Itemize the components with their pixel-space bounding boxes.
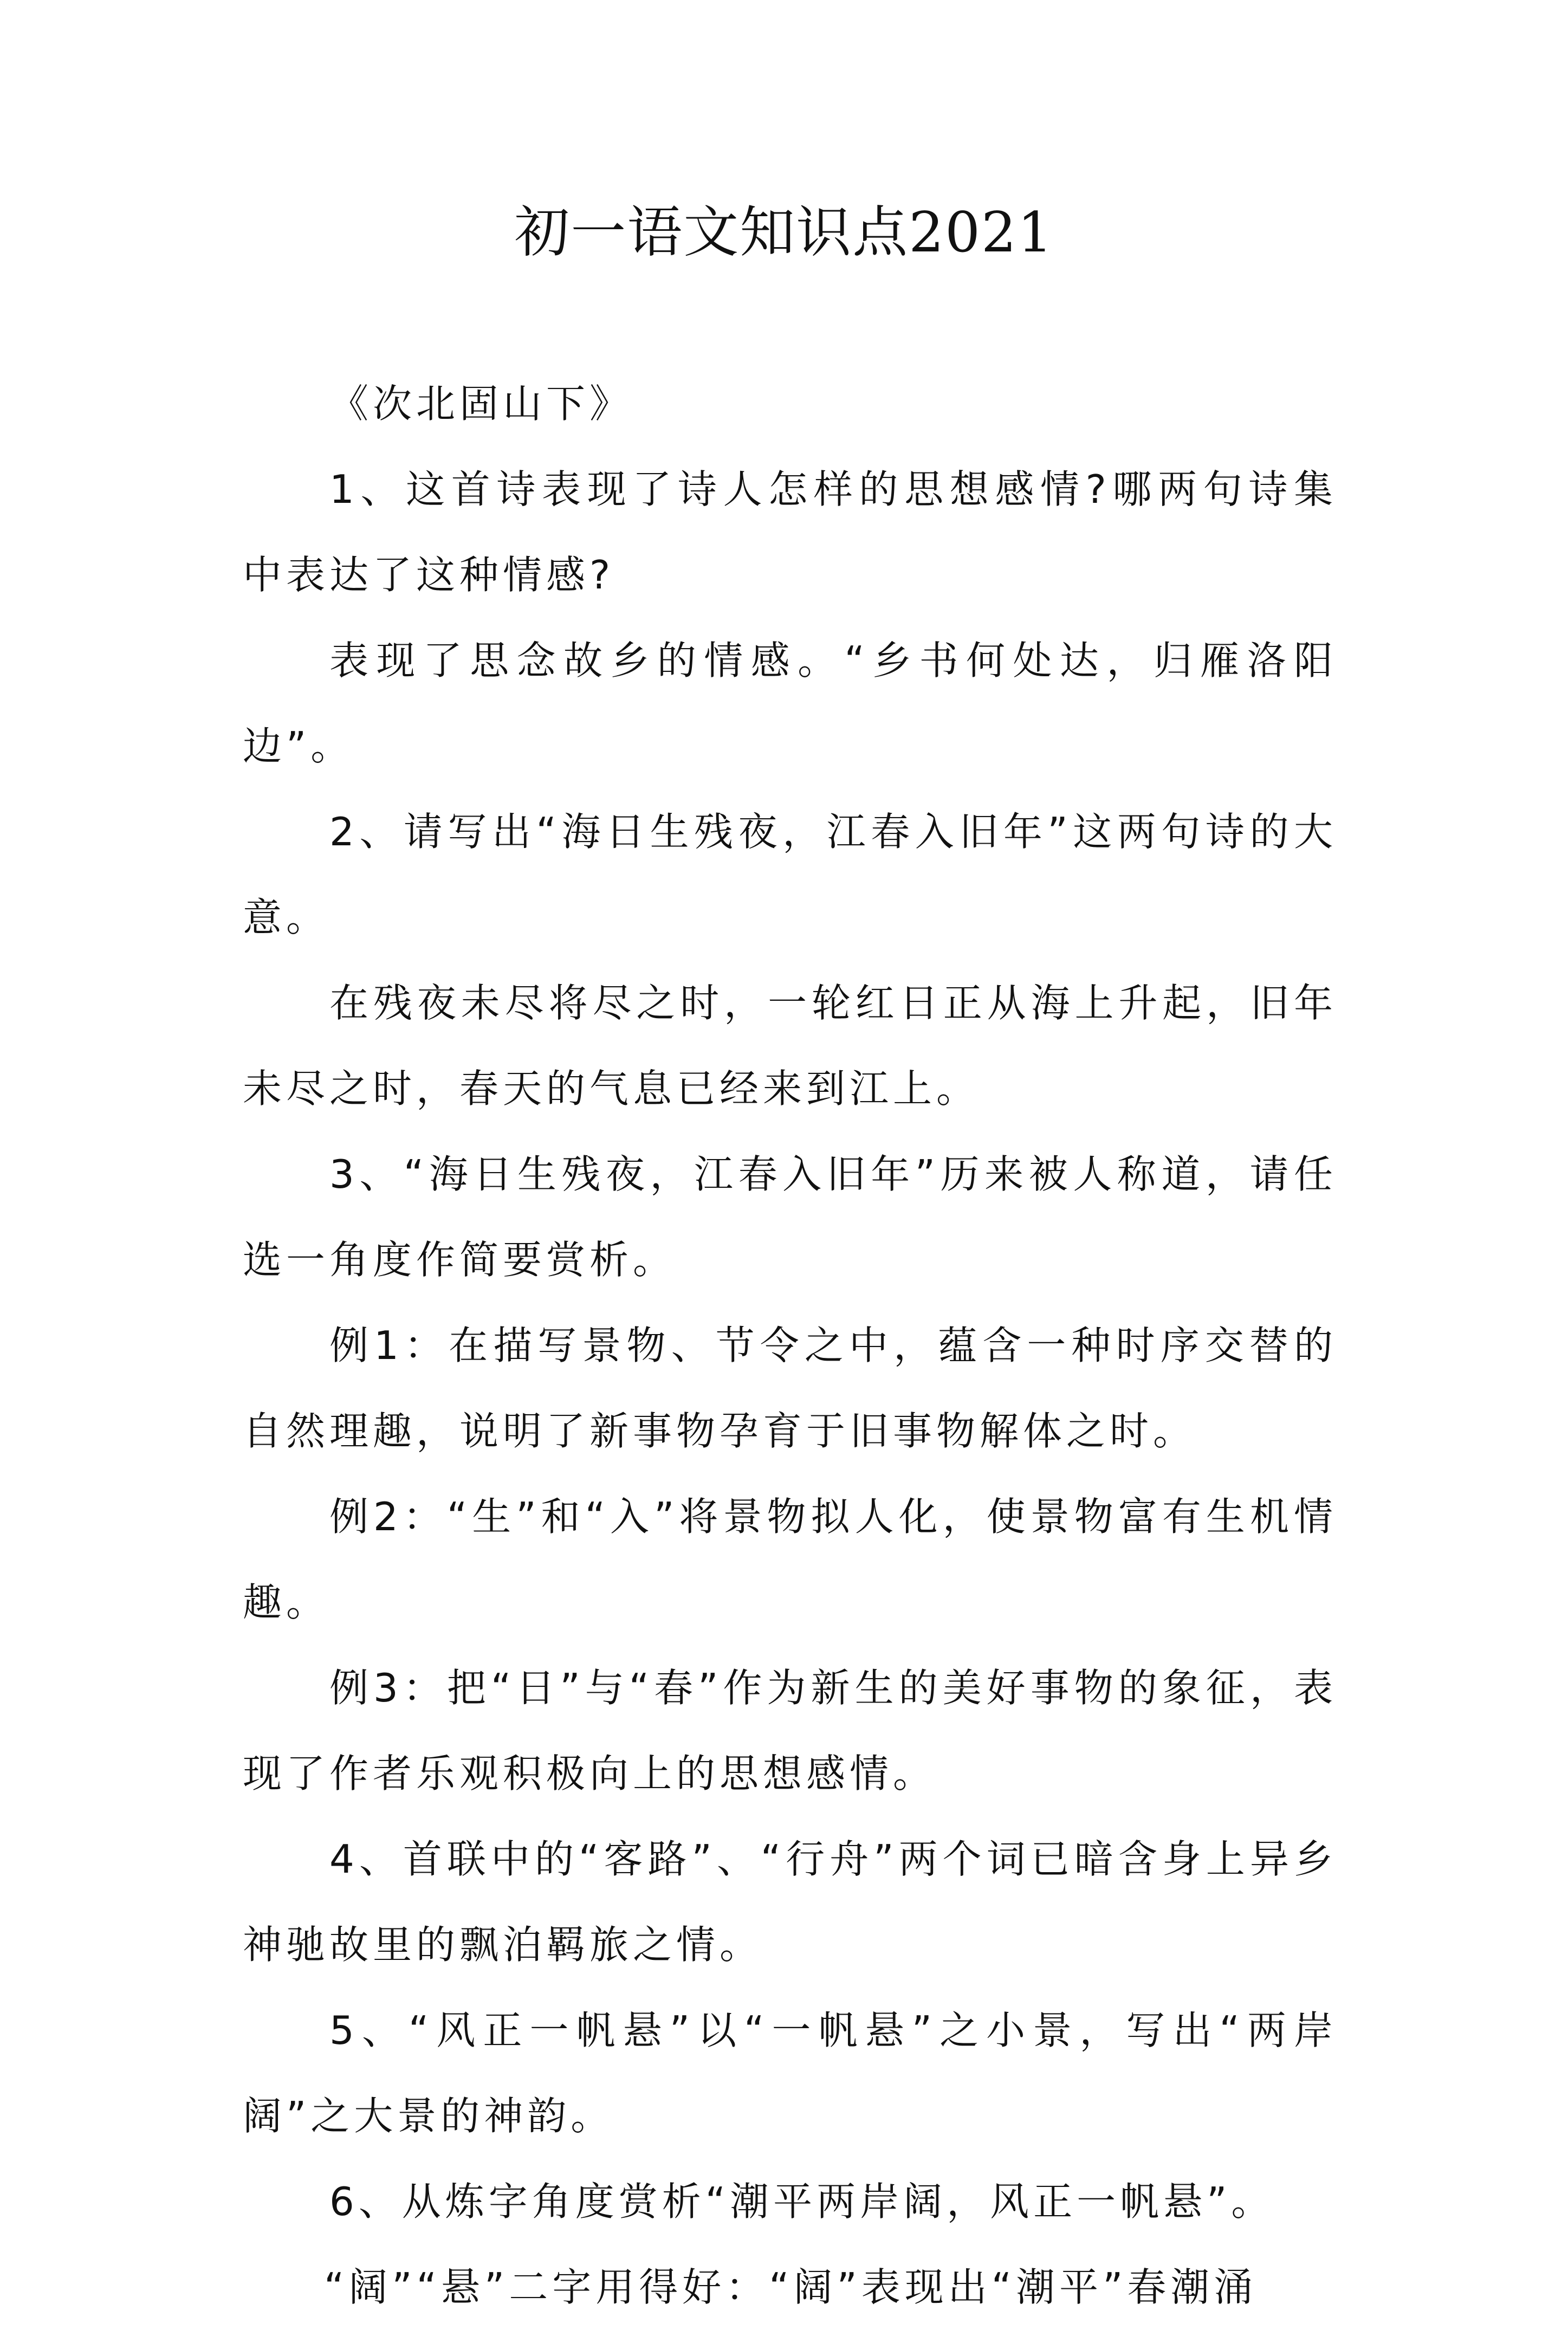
poem-title: 《次北固山下》 (329, 381, 633, 426)
document-title: 初一语文知识点2021 (514, 200, 1054, 265)
answer-2: 在残夜未尽将尽之时，一轮红日正从海上升起，旧年未尽之时，春天的气息已经来到江上。 (243, 980, 1337, 1111)
question-2: 2、请写出“海日生残夜，江春入旧年”这两句诗的大意。 (243, 809, 1337, 940)
example-3: 例3：把“日”与“春”作为新生的美好事物的象征，表现了作者乐观积极向上的思想感情。 (243, 1665, 1337, 1796)
point-5: 5、“风正一帆悬”以“一帆悬”之小景，写出“两岸阔”之大景的神韵。 (243, 2008, 1337, 2139)
question-1: 1、这首诗表现了诗人怎样的思想感情?哪两句诗集中表达了这种情感? (243, 467, 1337, 598)
answer-6: “阔”“悬”二字用得好：“阔”表现出“潮平”春潮涌 (324, 2264, 1258, 2310)
question-6: 6、从炼字角度赏析“潮平两岸阔，风正一帆悬”。 (329, 2179, 1275, 2224)
point-4: 4、首联中的“客路”、“行舟”两个词已暗含身上异乡神驰故里的飘泊羁旅之情。 (243, 1836, 1337, 1967)
example-1: 例1：在描写景物、节令之中，蕴含一种时序交替的自然理趣，说明了新事物孕育于旧事物解体之时。 (243, 1323, 1337, 1454)
document-body (243, 361, 1337, 2330)
question-3: 3、“海日生残夜，江春入旧年”历来被人称道，请任选一角度作简要赏析。 (243, 1151, 1337, 1283)
example-2: 例2：“生”和“入”将景物拟人化，使景物富有生机情趣。 (243, 1494, 1337, 1625)
answer-1: 表现了思念故乡的情感。“乡书何处达，归雁洛阳边”。 (243, 638, 1337, 769)
